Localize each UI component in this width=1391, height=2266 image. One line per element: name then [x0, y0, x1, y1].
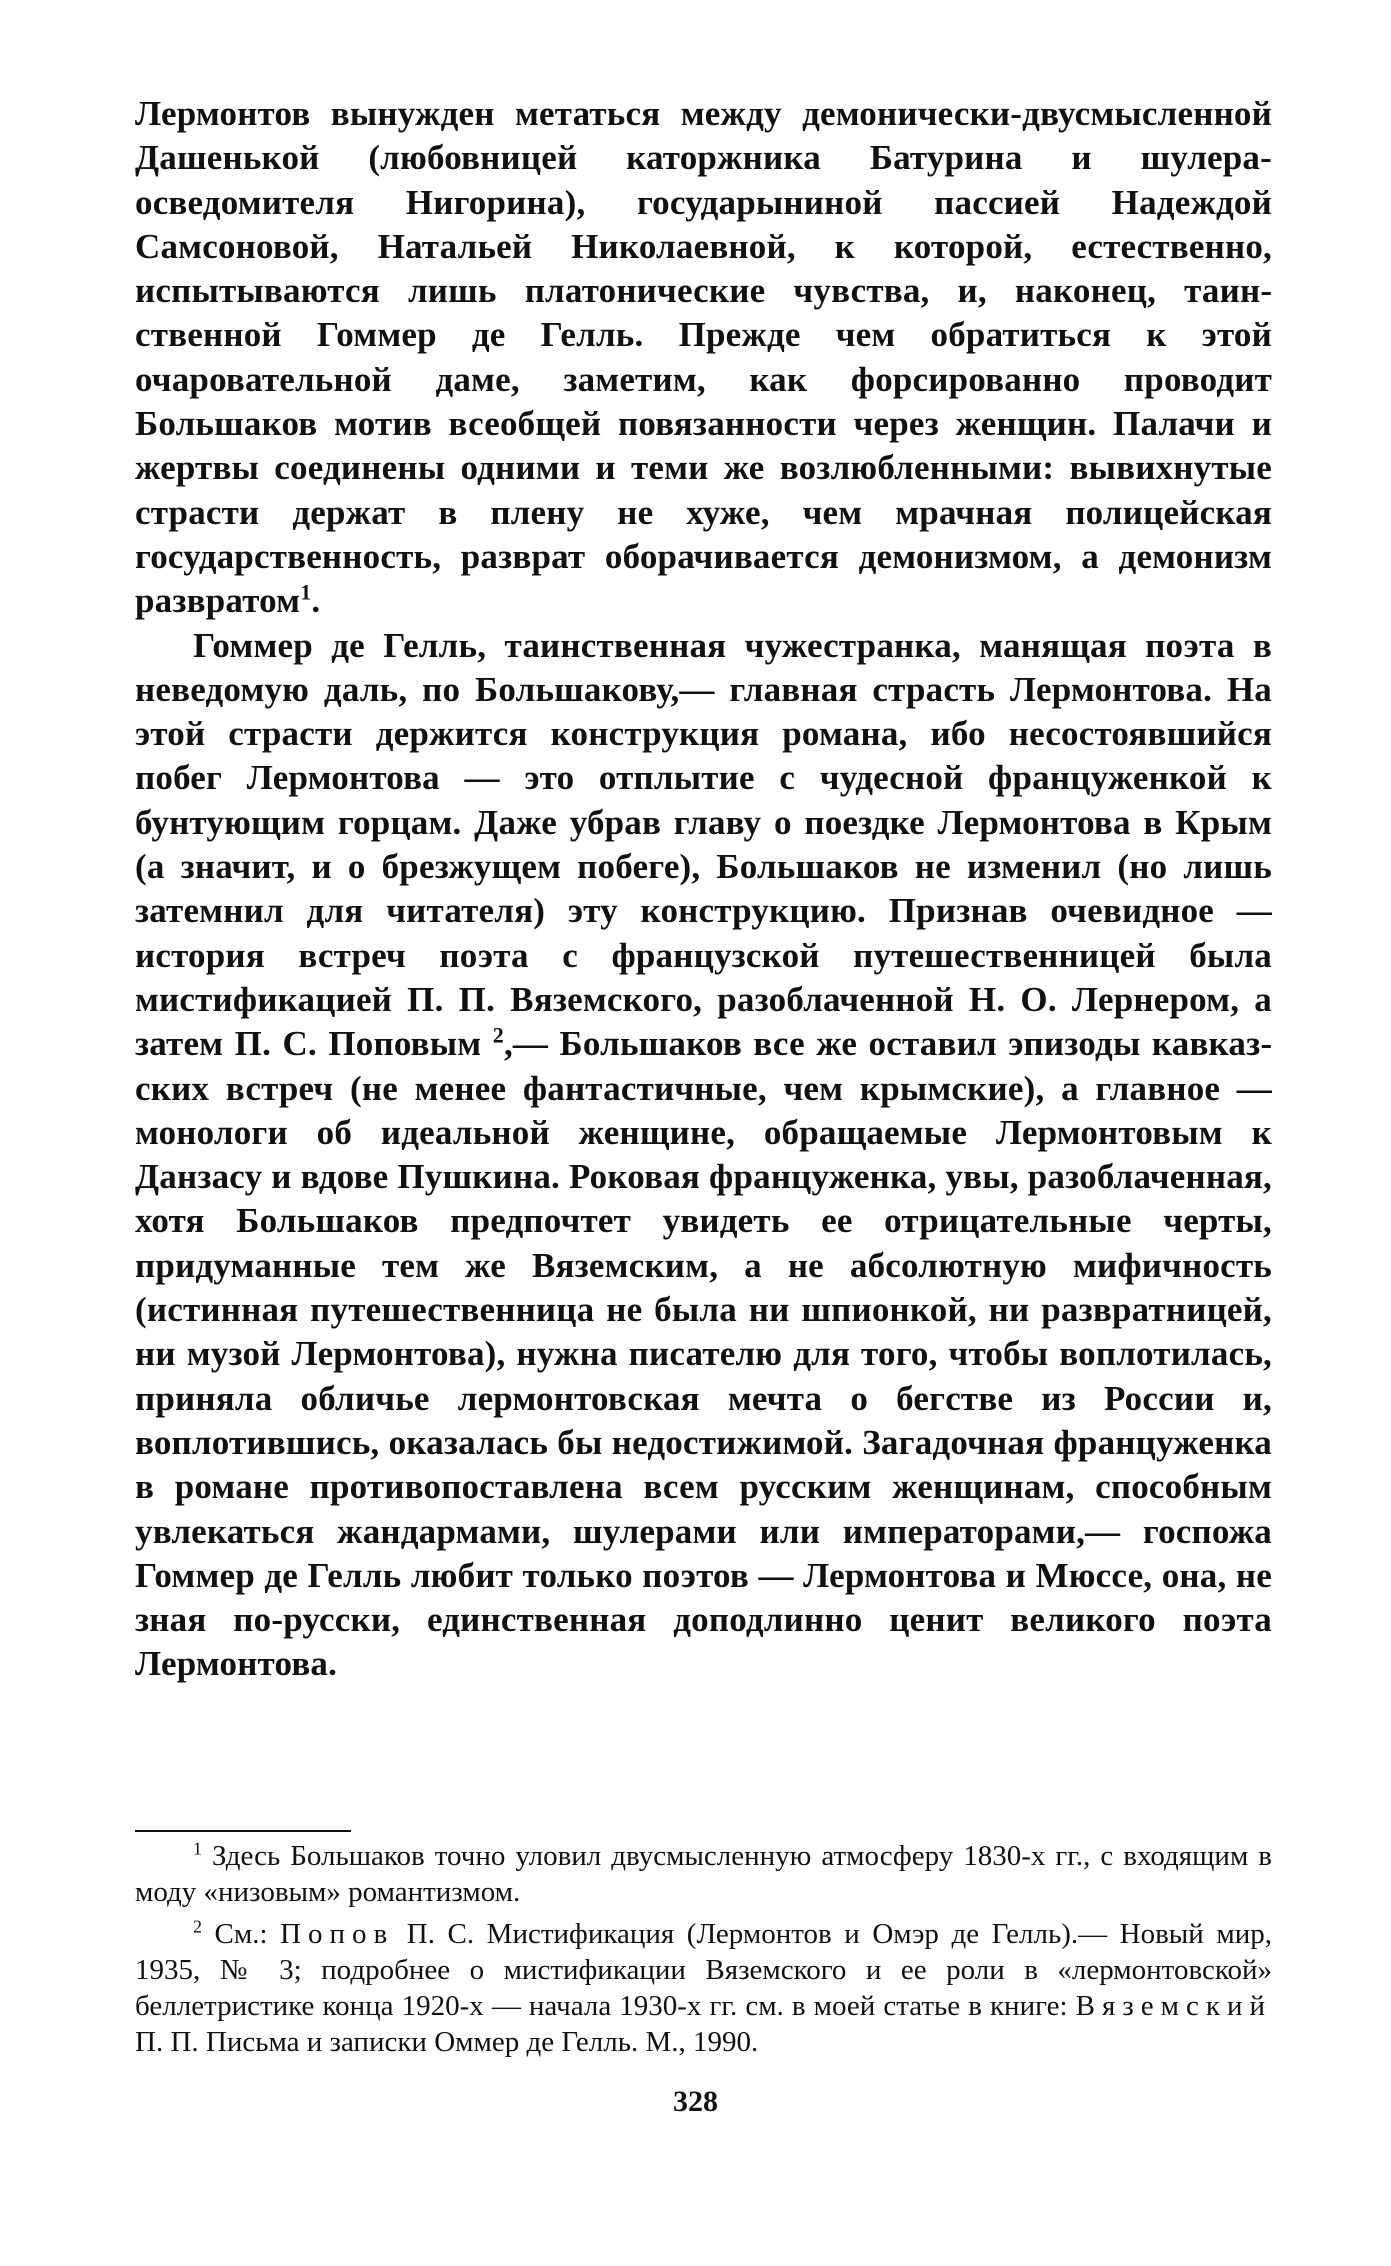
footnote-2-author: Попов: [280, 1918, 395, 1950]
footnote-divider: [135, 1830, 351, 1832]
footnote-1: [135, 1838, 1272, 1910]
footnote-2-marker: 2: [193, 1916, 202, 1937]
paragraph-1: [135, 92, 1272, 624]
footnote-2-text: П. С. Мистификация (Лермонтов и Омэр де Гелль).— Новый мир, 1935, № 3; подробнее о мистификации Вяземского и ее роли в «лермонтовской» беллетристике конца 1920-х — начала 1930-х гг. см. в моей статье в книге:: [135, 1918, 1272, 2022]
footnotes: [135, 1838, 1272, 2060]
footnote-1-text: Здесь Большаков точно уловил двусмысленную атмосферу 1830-х гг., с входящим в моду «низовым» романтизмом.: [135, 1840, 1272, 1908]
footnote-1-marker: 1: [193, 1838, 202, 1859]
paragraph-2-text-end: ,— Большаков все же оставил эпизоды кавказских встреч (не менее фантастичные, чем крымские), а главное — монологи об идеальной женщине, обращаемые Лермонтовым к Данзасу и вдове Пушкина. Роковая француженка, увы, разоблаченная, хотя Большаков предпочтет увидеть ее отрицательные черты, придуманные тем же Вяземским, а не абсолютную мифичность (истинная путешественница не была ни шпионкой, ни развратницей, ни музой Лермонтова), нужна писателю для того, чтобы воплотилась, приняла обличье лермонтовская мечта о бегстве из России и, воплотившись, оказалась бы недостижимой. Загадочная француженка в романе противопоставлена всем русским женщинам, способным увлекаться жандармами, шулерами или императорами,— госпожа Гоммер де Гелль любит только поэтов — Лермонтова и Мюссе, она, не зная по-русски, единственная доподлинно ценит великого поэта Лермонтова.: [135, 1024, 1272, 1684]
paragraph-2: [135, 624, 1272, 1687]
footnote-ref-2: 2: [492, 1022, 504, 1048]
footnote-2-prefix: См.:: [214, 1918, 281, 1950]
footnote-2: [135, 1916, 1272, 2060]
paragraph-1-text: Лермонтов вынужден метаться между демонически-двусмысленной Дашенькой (любовницей каторжника Батурина и шулера-осведомителя Нигорина), государыниной пассией Надеждой Самсоновой, Натальей Николаевной, к которой, естественно, испытываются лишь платонические чувства, и, наконец, таинственной Гоммер де Гелль. Прежде чем обратиться к этой очаровательной даме, заметим, как форсированно проводит Большаков мотив всеобщей повязанности через женщин. Палачи и жертвы соединены одними и теми же возлюбленными: вывихнутые страсти держат в плену не хуже, чем мрачная полицейская государственность, разврат оборачивается демонизмом, а демонизм развратом: [135, 94, 1272, 621]
page-number: 328: [673, 2085, 718, 2118]
paragraph-2-text-start: Гоммер де Гелль, таинственная чужестранка, манящая поэта в неведомую даль, по Большакову,— главная страсть Лермонтова. На этой страсти держится конструкция романа, ибо несостоявшийся побег Лермонтова — это отплытие с чудесной француженкой к бунтующим горцам. Даже убрав главу о поездке Лермонтова в Крым (а значит, и о брезжущем побеге), Большаков не изменил (но лишь затемнил для читателя) эту конструкцию. Признав очевидное — история встреч поэта с французской путешественницей была мистификацией П. П. Вяземского, разоблаченной Н. О. Лернером, а затем П. С. Поповым: [135, 625, 1272, 1064]
main-text: [135, 92, 1272, 1687]
footnote-2-suffix: П. П. Письма и записки Оммер де Гелль. М., 1990.: [135, 2026, 759, 2058]
footnote-2-author-2: Вяземский: [1075, 1990, 1272, 2022]
paragraph-1-end: .: [311, 581, 321, 621]
footnote-ref-1: 1: [300, 579, 312, 605]
